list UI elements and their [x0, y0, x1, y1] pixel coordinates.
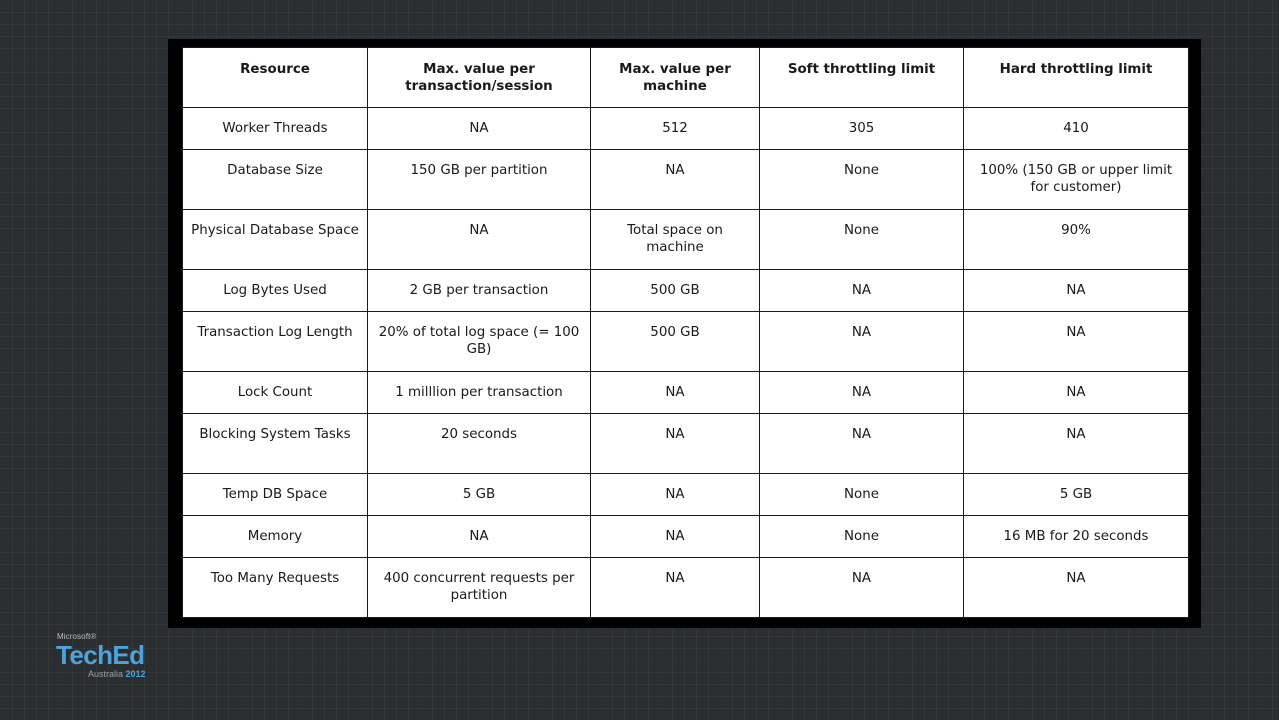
table-row — [183, 414, 1189, 474]
cell-soft-limit: 305 — [760, 108, 964, 150]
cell-max-per-machine: 500 GB — [591, 312, 760, 372]
cell-max-per-transaction: NA — [368, 108, 591, 150]
cell-soft-limit: NA — [760, 558, 964, 618]
table-row — [183, 108, 1189, 150]
cell-hard-limit: NA — [964, 414, 1189, 474]
cell-hard-limit: 100% (150 GB or upper limit for customer) — [964, 150, 1189, 210]
logo-product: TechEd — [56, 640, 145, 670]
cell-soft-limit: NA — [760, 270, 964, 312]
cell-soft-limit: None — [760, 474, 964, 516]
header-soft-throttling: Soft throttling limit — [760, 48, 964, 108]
cell-max-per-transaction: 20 seconds — [368, 414, 591, 474]
teched-logo — [56, 632, 166, 682]
cell-resource: Lock Count — [183, 372, 368, 414]
header-max-per-transaction: Max. value per transaction/session — [368, 48, 591, 108]
cell-max-per-transaction: 2 GB per transaction — [368, 270, 591, 312]
table-row — [183, 474, 1189, 516]
throttling-limits-table — [182, 47, 1189, 618]
table-row — [183, 312, 1189, 372]
cell-max-per-machine: NA — [591, 558, 760, 618]
cell-hard-limit: 90% — [964, 210, 1189, 270]
cell-hard-limit: NA — [964, 270, 1189, 312]
table-header-row — [183, 48, 1189, 108]
table-row — [183, 558, 1189, 618]
cell-resource: Too Many Requests — [183, 558, 368, 618]
table-row — [183, 516, 1189, 558]
cell-soft-limit: None — [760, 150, 964, 210]
cell-max-per-transaction: NA — [368, 210, 591, 270]
cell-soft-limit: None — [760, 516, 964, 558]
cell-hard-limit: NA — [964, 372, 1189, 414]
cell-max-per-transaction: 150 GB per partition — [368, 150, 591, 210]
cell-soft-limit: NA — [760, 372, 964, 414]
cell-resource: Temp DB Space — [183, 474, 368, 516]
logo-edition — [88, 669, 146, 679]
header-max-per-machine: Max. value per machine — [591, 48, 760, 108]
table-row — [183, 270, 1189, 312]
cell-max-per-machine: NA — [591, 414, 760, 474]
cell-hard-limit: NA — [964, 312, 1189, 372]
cell-max-per-transaction: 1 milllion per transaction — [368, 372, 591, 414]
cell-max-per-transaction: 20% of total log space (= 100 GB) — [368, 312, 591, 372]
cell-resource: Log Bytes Used — [183, 270, 368, 312]
cell-max-per-transaction: 400 concurrent requests per partition — [368, 558, 591, 618]
cell-max-per-machine: Total space on machine — [591, 210, 760, 270]
cell-soft-limit: NA — [760, 312, 964, 372]
table-row — [183, 150, 1189, 210]
cell-max-per-machine: 512 — [591, 108, 760, 150]
table-row — [183, 372, 1189, 414]
cell-max-per-machine: NA — [591, 474, 760, 516]
cell-soft-limit: NA — [760, 414, 964, 474]
cell-resource: Blocking System Tasks — [183, 414, 368, 474]
logo-company: Microsoft® — [57, 632, 97, 641]
cell-max-per-machine: NA — [591, 150, 760, 210]
cell-max-per-machine: 500 GB — [591, 270, 760, 312]
header-resource: Resource — [183, 48, 368, 108]
cell-resource: Memory — [183, 516, 368, 558]
table-row — [183, 210, 1189, 270]
cell-max-per-transaction: 5 GB — [368, 474, 591, 516]
cell-soft-limit: None — [760, 210, 964, 270]
cell-max-per-machine: NA — [591, 516, 760, 558]
cell-resource: Physical Database Space — [183, 210, 368, 270]
cell-resource: Transaction Log Length — [183, 312, 368, 372]
cell-hard-limit: NA — [964, 558, 1189, 618]
logo-region: Australia — [88, 669, 124, 679]
cell-hard-limit: 5 GB — [964, 474, 1189, 516]
logo-year: 2012 — [125, 669, 146, 679]
slide-frame — [168, 39, 1201, 628]
cell-max-per-machine: NA — [591, 372, 760, 414]
cell-max-per-transaction: NA — [368, 516, 591, 558]
cell-hard-limit: 410 — [964, 108, 1189, 150]
header-hard-throttling: Hard throttling limit — [964, 48, 1189, 108]
cell-hard-limit: 16 MB for 20 seconds — [964, 516, 1189, 558]
cell-resource: Worker Threads — [183, 108, 368, 150]
cell-resource: Database Size — [183, 150, 368, 210]
